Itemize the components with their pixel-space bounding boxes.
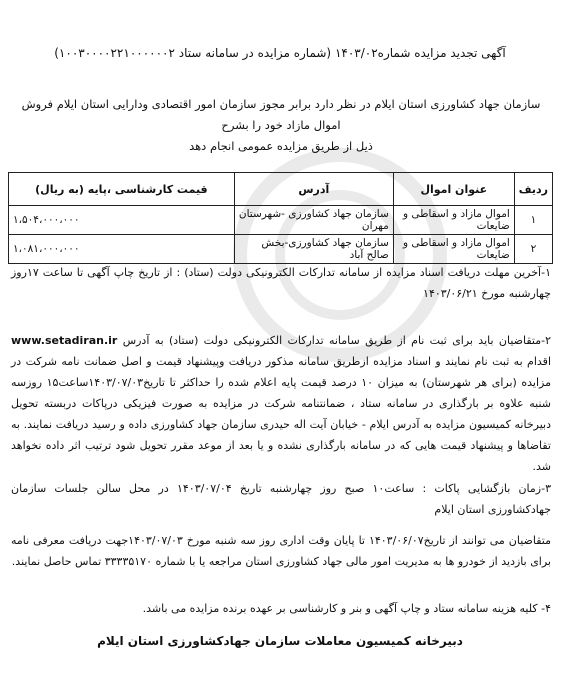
row-address: سازمان جهاد کشاورزی-بخش صالح آباد [234,235,393,264]
row-asset-title: اموال مازاد و اسقاطی و ضایعات [393,235,514,264]
intro-line-1: سازمان جهاد کشاورزی استان ایلام در نظر دارد برابر مجوز سازمان امور اقتصادی ودارایی استان ایلام فروش اموال مازاد خود را بشرح [21,97,541,132]
row-address: سازمان جهاد کشاورزی -شهرستان مهران [234,206,393,235]
setadiran-link[interactable]: www.setadiran.ir [11,334,118,347]
row-price: ۱،۰۸۱،۰۰۰،۰۰۰ [9,235,235,264]
header-price: قیمت کارشناسی ،پایه (به ریال) [9,173,235,206]
footer-signature: دبیرخانه کمیسیون معاملات سازمان جهادکشاورزی استان ایلام [97,634,463,648]
notice-title: آگهی تجدید مزایده شماره۱۴۰۳/۰۲ (شماره مزایده در سامانه ستاد ۱۰۰۳۰۰۰۰۲۲۱۰۰۰۰۰۰۲) [54,46,506,60]
intro-line-2: ذیل از طریق مزایده عمومی انجام دهد [189,139,373,153]
header-row-number: ردیف [514,173,552,206]
clause-2 [11,330,551,477]
clause-visit: متقاضیان می توانند از تاریخ۱۴۰۳/۰۶/۰۷ تا پایان وقت اداری روز سه شنبه مورخ ۱۴۰۳/۰۷/۰۳جهت دریافت معرفی نامه برای بازدید از خودرو ها به مدیریت امور مالی جهاد کشاورزی استان مراجعه یا با شماره ۳۳۳۳۵۱۷۰ تماس حاصل نمایند. [11,534,551,568]
row-price: ۱،۵۰۴،۰۰۰،۰۰۰ [9,206,235,235]
table-row [9,235,553,264]
clause-1: ۱-آخرین مهلت دریافت اسناد مزایده از سامانه تدارکات الکترونیکی دولت (ستاد) : از تاریخ چاپ آگهی تا ساعت ۱۷روز چهارشنبه مورخ ۱۴۰۳/۰۶/۲۱ [11,266,551,300]
clause-2-body: اقدام به ثبت نام نمایند و اسناد مزایده ازطریق سامانه مذکور دریافت وپیشنهاد قیمت و اصل ضمانت نامه شرکت در مزایده (برای هر شهرستان) به میزان ۱۰ درصد قیمت پایه اعلام شده را حداکثر تا تاریخ۱۴۰۳/۰۷/۰۳ساعت۱۵ روزسه شنبه علاوه بر بارگذاری در سامانه ستاد ، ضمانتنامه شرکت در مزایده به صورت فیزیکی درپاکات دربسته تحویل دبیرخانه کمیسیون مزایده به آدرس ایلام - خیابان آیت اله حیدری سازمان جهاد کشاورزی داده و رسید دریافت نمایند. به تقاضاها و پیشنهاد قیمت هایی که در سامانه بارگذاری نشده و یا بعد از موعد مقرر تحویل شود ترتیب اثر داده نخواهد شد. [11,355,552,473]
clause-3: ۳-زمان بازگشایی پاکات : ساعت۱۰ صبح روز چهارشنبه تاریخ ۱۴۰۳/۰۷/۰۴ در محل سالن جلسات سازمان جهادکشاورزی استان ایلام [11,482,551,516]
header-address: آدرس [234,173,393,206]
table-header-row [9,173,553,206]
clause-2-intro: ۲-متقاضیان باید برای ثبت نام از طریق سامانه تدارکات الکترونیکی دولت (ستاد) به آدرس [122,334,551,347]
notice-intro [11,94,551,157]
row-number: ۲ [514,235,552,264]
clause-4: ۴- کلیه هزینه سامانه ستاد و چاپ آگهی و بنر و کارشناسی بر عهده برنده مزایده می باشد. [142,602,551,615]
row-number: ۱ [514,206,552,235]
table-row [9,206,553,235]
header-asset-title: عنوان اموال [393,173,514,206]
row-asset-title: اموال مازاد و اسقاطی و ضایعات [393,206,514,235]
assets-table [8,172,553,264]
